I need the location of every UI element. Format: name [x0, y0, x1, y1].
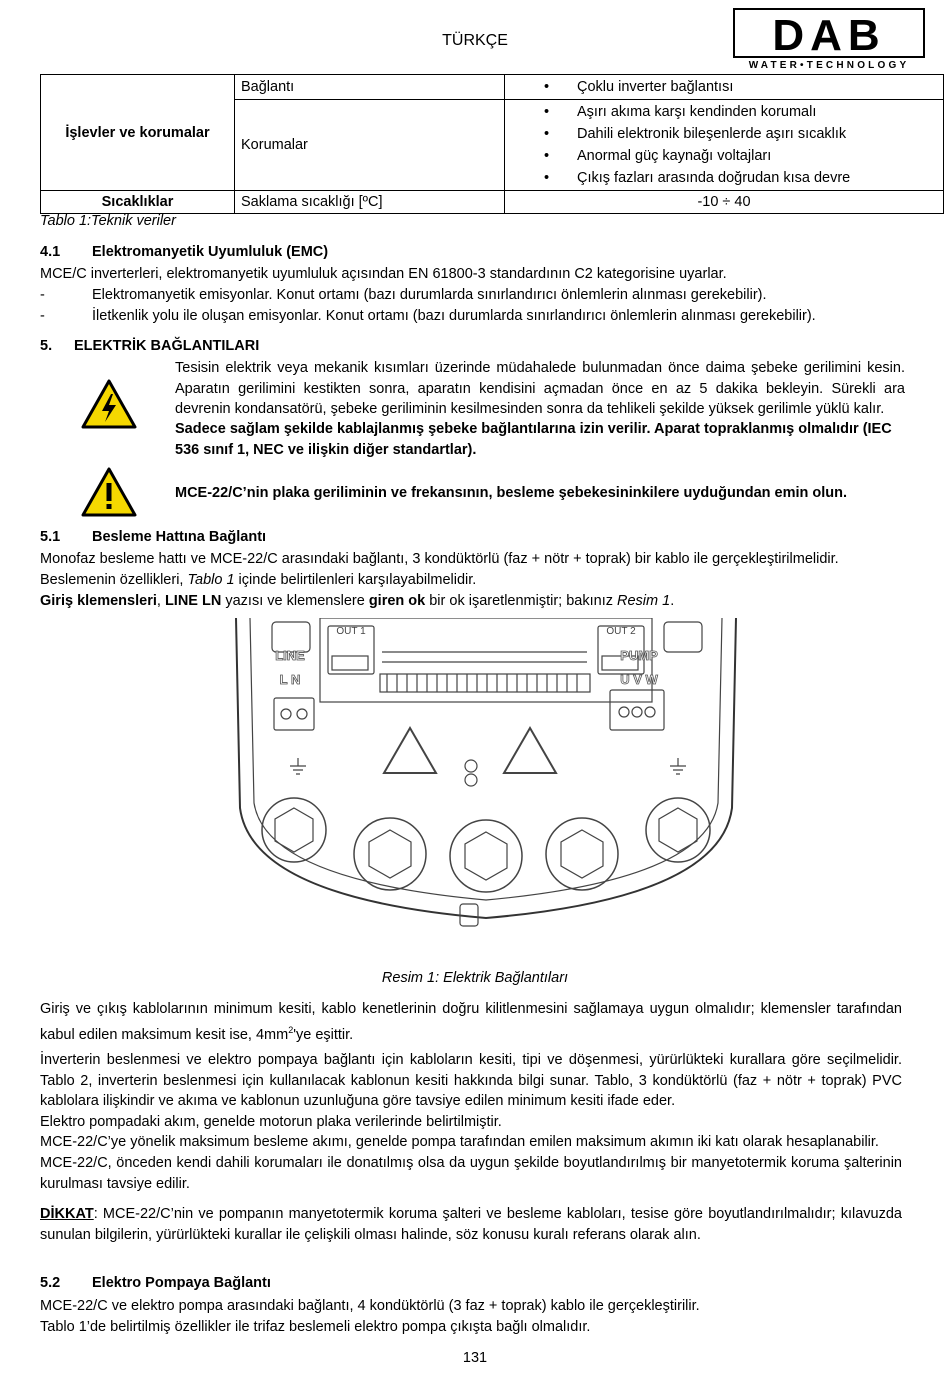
- cable-selection-text: İnverterin beslenmesi ve elektro pompaya bağlantı için kabloların kesiti, tipi ve döşenmesi, yürürlükteki kurallara göre seçilmelidir. Tablo 2, inverterin beslenmesi için kullanılacak kablonun kesiti hakkında bilgi sunar. Tablo, 3 kondüktörlü (faz + nötr + toprak) PVC kablolara ilişkindir ve akıma ve kablonun uzunluğuna göre tavsiye edilen minimum kesiti ifade eder.: [40, 1052, 902, 1109]
- cable-section-text: [40, 999, 902, 1045]
- list-item: • Çıkış fazları arasında doğrudan kısa devre: [511, 167, 937, 189]
- logo-tagline: WATER•TECHNOLOGY: [748, 60, 910, 70]
- functions-label: İşlevler ve korumalar: [41, 75, 235, 191]
- control-terminal-strip: [380, 652, 590, 692]
- text: .: [670, 593, 675, 609]
- breaker-text: MCE-22/C, önceden kendi dahili korumaları ile donatılmış olsa da uygun şekilde boyutlandırılmış bir manyetotermik koruma şalterinin kurulması tavsiye edilir.: [40, 1155, 902, 1192]
- connection-label: Bağlantı: [235, 75, 505, 100]
- section-5-2-heading: [40, 1275, 271, 1291]
- figure-caption: Resim 1: Elektrik Bağlantıları: [381, 970, 569, 986]
- table-caption: Tablo 1:Teknik veriler: [40, 213, 176, 229]
- supply-spec-text: [40, 570, 940, 591]
- warning-icon: [80, 466, 138, 518]
- input-terminals-text: [40, 591, 940, 612]
- section-number: 5.1: [40, 529, 61, 545]
- dab-logo: [733, 8, 925, 70]
- page-number: 131: [462, 1350, 488, 1366]
- bold-text: giren ok: [368, 593, 426, 609]
- dash: -: [40, 287, 45, 303]
- list-item: • Anormal güç kaynağı voltajları: [511, 145, 937, 167]
- attention-label: DİKKAT: [40, 1206, 94, 1222]
- text: ,: [156, 593, 165, 609]
- emc-item-1: [40, 285, 940, 306]
- text: yazısı ve klemenslere: [221, 593, 369, 609]
- text: Beslemenin özellikleri,: [40, 572, 188, 588]
- section-5-1-heading: [40, 529, 266, 545]
- pump-current-text: Elektro pompadaki akım, genelde motorun plaka verilerinde belirtilmiştir.: [40, 1114, 502, 1130]
- list-item: • Aşırı akıma karşı kendinden korumalı: [511, 101, 937, 123]
- section-title: Elektromanyetik Uyumluluk (EMC): [92, 244, 329, 260]
- section-number: 4.1: [40, 244, 61, 260]
- safety-wiring-text: Sadece sağlam şekilde kablajlanmış şebeke bağlantılarına izin verilir. Aparat topraklanmış olmalıdır (IEC 536 sınıf 1, NEC ve ilişkin diğer standartlar).: [175, 421, 892, 458]
- max-current-text: MCE-22/C’ye yönelik maksimum besleme akımı, genelde pompa tarafından emilen maksimum akımın iki katı olarak hesaplanabilir.: [40, 1134, 879, 1150]
- section-5-heading: [40, 338, 259, 354]
- pump-spec-text: Tablo 1’de belirtilmiş özellikler ile trifaz beslemeli elektro pompa çıkışta bağlı olmalıdır.: [40, 1319, 591, 1335]
- out2-label: OUT 2: [606, 626, 636, 637]
- out1-label: OUT 1: [336, 626, 366, 637]
- table-row: [41, 75, 944, 100]
- storage-label: Saklama sıcaklığı [ºC]: [235, 191, 505, 214]
- section-4-1-heading: [40, 244, 328, 260]
- emc-item-text: İletkenlik yolu ile oluşan emisyonlar. Konut ortamı (bazı durumlarda sınırlandırıcı önlemlerin alınması gerekebilir).: [92, 308, 816, 324]
- superscript: 2: [288, 1024, 294, 1035]
- section-number: 5.: [40, 338, 53, 354]
- safety-text: Tesisin elektrik veya mekanik kısımları üzerinde müdahalede bulunmadan önce daima şebeke gerilimini kesin. Aparatın gerilimini kestikten sonra, aparatın kendisini açmadan önce en az 5 dakika bekleyin. Sürekli ara devrenin kondansatörü, şebeke geriliminin kesilmesinden sonra da tehlikeli şekilde yüksek gerilimle yüklü kalır.: [175, 360, 905, 417]
- temps-label: Sıcaklıklar: [41, 191, 235, 214]
- text: 'ye eşittir.: [293, 1026, 354, 1043]
- bold-text: LINE LN: [164, 593, 222, 609]
- section-number: 5.2: [40, 1275, 61, 1291]
- line-label: LINE: [275, 648, 305, 663]
- section-title: Besleme Hattına Bağlantı: [92, 529, 267, 545]
- connection-cell: [505, 75, 944, 100]
- figure-ref: Resim 1: [617, 593, 671, 609]
- dash: -: [40, 308, 45, 324]
- section-title: Elektro Pompaya Bağlantı: [92, 1275, 271, 1291]
- pump-sub-label: U V W: [620, 672, 658, 687]
- voltage-check-text: MCE-22/C’nin plaka geriliminin ve frekansının, besleme şebekesininkilere uyduğundan emin olun.: [175, 485, 848, 501]
- text: : MCE-22/C’nin ve pompanın manyetotermik koruma şalteri ve besleme kabloları, tesise göre boyutlandırılmalıdır; kılavuzda sunulan bilgilerin, yürürlükteki kurallar ile çelişkili olması halinde, söz konusu kuralı referans olarak alın.: [40, 1206, 902, 1243]
- pump-connection-text: MCE-22/C ve elektro pompa arasındaki bağlantı, 4 kondüktörlü (3 faz + toprak) kablo ile gerçekleştirilir.: [40, 1298, 700, 1314]
- list-item: • Çoklu inverter bağlantısı: [511, 76, 937, 98]
- section-title: ELEKTRİK BAĞLANTILARI: [74, 338, 260, 354]
- text: bir ok işaretlenmiştir; bakınız: [425, 593, 618, 609]
- table-ref: Tablo 1: [187, 572, 235, 588]
- pump-label: PUMP: [620, 648, 658, 663]
- spec-table: [40, 74, 944, 214]
- emc-item-2: [40, 306, 940, 327]
- supply-line-text: Monofaz besleme hattı ve MCE-22/C arasındaki bağlantı, 3 kondüktörlü (faz + nötr + toprak) bir kablo ile gerçekleştirilmelidir.: [40, 551, 839, 567]
- table-row: [41, 191, 944, 214]
- logo-text: DAB: [772, 11, 886, 60]
- protections-cell: [505, 100, 944, 191]
- language-header: TÜRKÇE: [442, 32, 508, 49]
- electric-hazard-icon: [80, 378, 138, 430]
- list-item: • Dahili elektronik bileşenlerde aşırı sıcaklık: [511, 123, 937, 145]
- emc-item-text: Elektromanyetik emisyonlar. Konut ortamı (bazı durumlarda sınırlandırıcı önlemlerin alınması gerekebilir).: [92, 287, 767, 303]
- bold-text: Giriş klemensleri: [40, 593, 157, 609]
- text: Giriş ve çıkış kablolarının minimum kesiti, kablo kenetlerinin doğru kilitlenmesini sağlamaya uygun olmalıdır; klemensler tarafından kabul edilen maksimum kesit ise, 4mm: [40, 1001, 902, 1043]
- storage-value: -10 ÷ 40: [505, 191, 944, 214]
- protections-label: Korumalar: [235, 100, 505, 191]
- attention-text: [40, 1204, 902, 1245]
- line-sub-label: L N: [279, 672, 301, 687]
- text: içinde belirtilenleri karşılayabilmelidir.: [234, 572, 477, 588]
- electrical-connections-figure: [232, 618, 740, 958]
- emc-intro: MCE/C inverterleri, elektromanyetik uyumluluk açısından EN 61800-3 standardının C2 kategorisine uyarlar.: [40, 266, 727, 282]
